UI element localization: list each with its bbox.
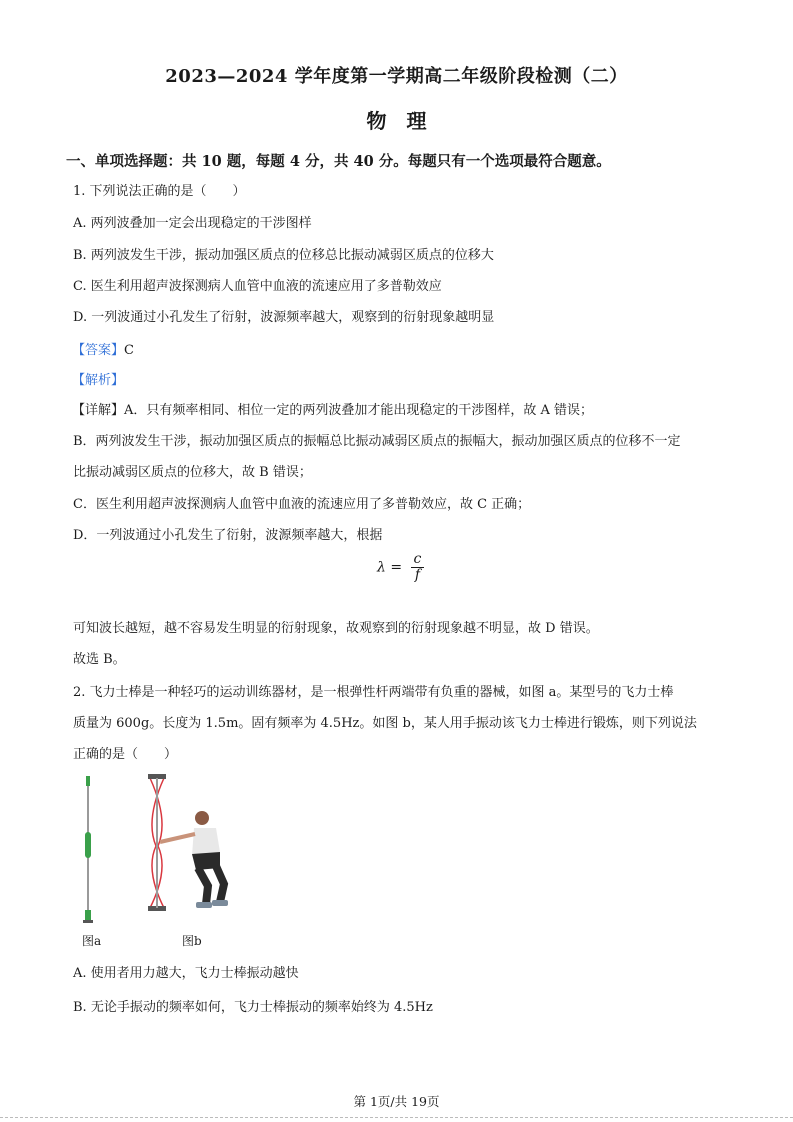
page-title: 2023—2024 学年度第一学期高二年级阶段检测（二） xyxy=(165,66,628,87)
answer-value: C xyxy=(124,343,134,358)
person-with-bar-illustration xyxy=(148,774,228,911)
q2-stem-line-3: 正确的是（ ） xyxy=(73,747,178,762)
q2-stem-line-1: 2. 飞力士棒是一种轻巧的运动训练器材，是一根弹性杆两端带有负重的器械，如图 a。某型号的飞力士棒 xyxy=(73,685,674,700)
answer-row xyxy=(72,339,134,358)
final-choice: 故选 B。 xyxy=(73,652,126,667)
q1-option-c: C. 医生利用超声波探测病人血管中血液的流速应用了多普勒效应 xyxy=(73,279,442,294)
wavelength-formula xyxy=(377,552,424,583)
detail-conclusion: 可知波长越短，越不容易发生明显的衍射现象，故观察到的衍射现象越不明显，故 D 错误。 xyxy=(73,621,599,636)
analysis-tag: 【解析】 xyxy=(72,373,125,388)
detail-line-a xyxy=(72,399,593,418)
detail-line-d: D．一列波通过小孔发生了衍射，波源频率越大，根据 xyxy=(73,528,383,543)
detail-line-b1: B．两列波发生干涉，振动加强区质点的振幅总比振动减弱区质点的振幅大，振动加强区质点的位移不一定 xyxy=(73,434,681,449)
formula-fraction xyxy=(411,552,425,583)
detail-line-b2: 比振动减弱区质点的位移大，故 B 错误； xyxy=(73,465,312,480)
q2-option-b: B. 无论手振动的频率如何，飞力士棒振动的频率始终为 4.5Hz xyxy=(73,1000,433,1015)
footer-divider xyxy=(0,1117,793,1119)
q1-option-d: D. 一列波通过小孔发生了衍射，波源频率越大，观察到的衍射现象越明显 xyxy=(73,310,495,325)
subject-title: 物 理 xyxy=(366,109,427,133)
figure-a-caption: 图a xyxy=(82,934,102,948)
flexi-bar-rod-illustration xyxy=(83,776,93,923)
page-number: 第 1页/共 19页 xyxy=(353,1094,440,1109)
formula-numerator: c xyxy=(411,552,425,568)
q1-option-a: A. 两列波叠加一定会出现稳定的干涉图样 xyxy=(73,216,312,231)
answer-tag: 【答案】 xyxy=(72,343,125,358)
q2-stem-line-2: 质量为 600g。长度为 1.5m。固有频率为 4.5Hz。如图 b，某人用手振动该飞力士棒进行锻炼，则下列说法 xyxy=(73,716,697,731)
section-heading: 一、单项选择题：共 10 题，每题 4 分，共 40 分。每题只有一个选项最符合题意。 xyxy=(66,153,611,170)
formula-lhs: λ = xyxy=(377,559,403,576)
detail-line-c: C．医生利用超声波探测病人血管中血液的流速应用了多普勒效应，故 C 正确； xyxy=(73,497,531,512)
q2-option-a: A. 使用者用力越大，飞力士棒振动越快 xyxy=(73,966,299,981)
q1-stem: 1. 下列说法正确的是（ ） xyxy=(73,184,246,199)
formula-denominator: f xyxy=(414,567,421,583)
detail-tag: 【详解】 xyxy=(72,403,125,418)
flexi-bar-figure xyxy=(74,770,254,930)
q1-option-b: B. 两列波发生干涉，振动加强区质点的位移总比振动减弱区质点的位移大 xyxy=(73,248,494,263)
figure-b-caption: 图b xyxy=(182,934,202,948)
detail-text-a: A．只有频率相同、相位一定的两列波叠加才能出现稳定的干涉图样，故 A 错误； xyxy=(124,403,594,418)
